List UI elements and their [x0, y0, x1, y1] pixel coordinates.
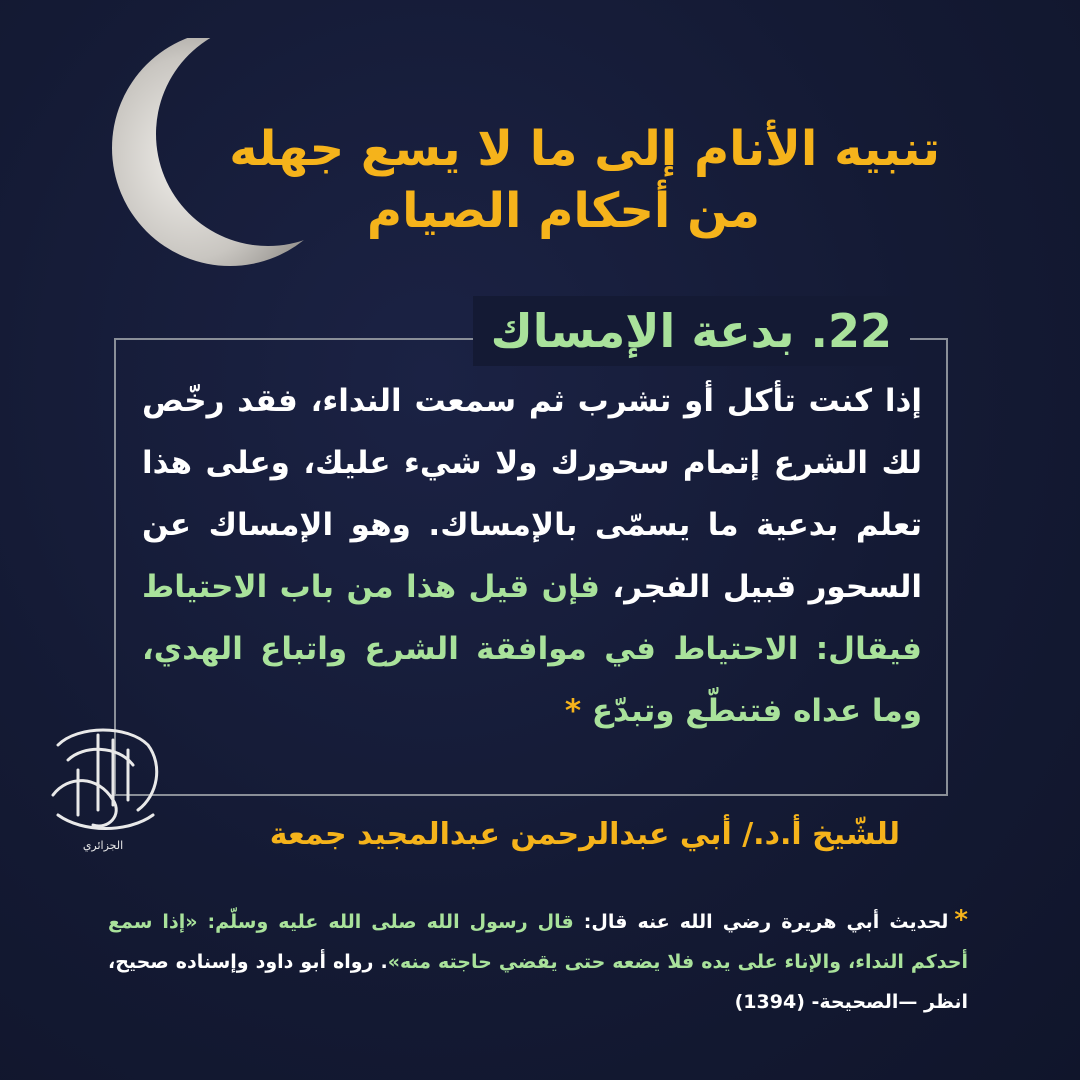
page-title	[220, 118, 940, 242]
body-paragraph	[142, 370, 922, 742]
title-line-2: من أحكام الصيام	[366, 183, 760, 239]
author-line: للشّيخ أ.د./ أبي عبدالرحمن عبدالمجيد جمعة	[269, 817, 900, 852]
footnote-hadith: قال رسول الله صلى الله عليه وسلّم: «إذا سمع أحدكم النداء، والإناء على يده فلا يضعه حتى يقضي حاجته منه»	[108, 911, 968, 973]
footnote-marker: *	[564, 693, 592, 729]
footnote-source: . رواه أبو داود وإسناده صحيح، انظر —الصحيحة- (1394)	[108, 951, 968, 1013]
logo-subtext: الجزائري	[82, 839, 124, 852]
footnote	[108, 900, 968, 1022]
title-line-1: تنبيه الأنام إلى ما لا يسع جهله	[229, 121, 940, 177]
body-text-highlight: فإن قيل هذا من باب الاحتياط فيقال: الاحتياط في موافقة الشرع واتباع الهدي، وما عداه فتنطّع وتبدّع	[142, 569, 922, 729]
footnote-star: *	[954, 905, 969, 935]
footnote-intro: لحديث أبي هريرة رضي الله عنه قال:	[573, 911, 949, 933]
section-heading: 22. بدعة الإمساك	[473, 296, 910, 366]
body-text-main: إذا كنت تأكل أو تشرب ثم سمعت النداء، فقد رخّص لك الشرع إتمام سحورك ولا شيء عليك، وعلى هذا تعلم بدعية ما يسمّى بالإمساك. وهو الإمساك عن السحور قبيل الفجر،	[142, 383, 922, 605]
calligraphy-logo	[38, 715, 168, 855]
